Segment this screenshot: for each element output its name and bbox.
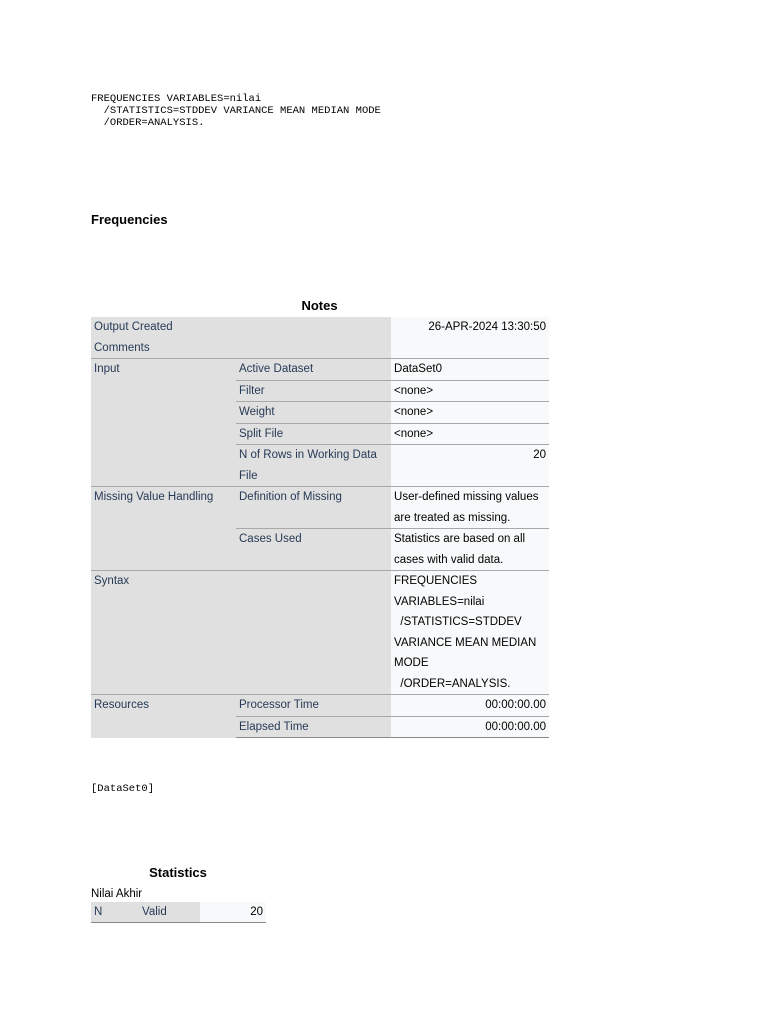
notes-table xyxy=(91,317,549,738)
split-file-value: <none> xyxy=(391,423,549,445)
notes-row-processor-time xyxy=(91,695,549,717)
filter-label: Filter xyxy=(236,380,391,402)
statistics-valid-label: Valid xyxy=(139,902,200,923)
comments-value xyxy=(391,338,549,359)
processor-time-value: 00:00:00.00 xyxy=(391,695,549,717)
notes-row-comments xyxy=(91,338,549,359)
syntax-block: FREQUENCIES VARIABLES=nilai /STATISTICS=STDDEV VARIANCE MEAN MEDIAN MODE /ORDER=ANALYSIS. xyxy=(91,93,381,129)
n-rows-value: 20 xyxy=(391,445,549,487)
weight-value: <none> xyxy=(391,402,549,424)
syntax-value: FREQUENCIES VARIABLES=nilai /STATISTICS=STDDEV VARIANCE MEAN MEDIAN MODE /ORDER=ANALYSIS. xyxy=(391,571,549,695)
comments-label: Comments xyxy=(91,338,391,359)
active-dataset-label: Active Dataset xyxy=(236,359,391,381)
statistics-valid-value: 20 xyxy=(200,902,266,923)
resources-label: Resources xyxy=(91,695,236,738)
notes-title: Notes xyxy=(301,298,338,313)
statistics-table xyxy=(91,902,266,923)
statistics-title: Statistics xyxy=(149,865,207,880)
notes-row-syntax xyxy=(91,571,549,695)
frequencies-heading: Frequencies xyxy=(91,212,168,227)
cases-used-label: Cases Used xyxy=(236,529,391,571)
statistics-variable: Nilai Akhir xyxy=(91,888,143,900)
missing-value-handling-label: Missing Value Handling xyxy=(91,487,236,571)
active-dataset-value: DataSet0 xyxy=(391,359,549,381)
notes-row-active-dataset xyxy=(91,359,549,381)
elapsed-time-label: Elapsed Time xyxy=(236,716,391,738)
definition-missing-value: User-defined missing values are treated as missing. xyxy=(391,487,549,529)
input-label: Input xyxy=(91,359,236,487)
syntax-label: Syntax xyxy=(91,571,391,695)
notes-row-definition-missing xyxy=(91,487,549,529)
statistics-row-n-valid xyxy=(91,902,266,923)
split-file-label: Split File xyxy=(236,423,391,445)
n-rows-label: N of Rows in Working Data File xyxy=(236,445,391,487)
elapsed-time-value: 00:00:00.00 xyxy=(391,716,549,738)
dataset-label: [DataSet0] xyxy=(91,783,155,795)
processor-time-label: Processor Time xyxy=(236,695,391,717)
output-created-value: 26-APR-2024 13:30:50 xyxy=(391,317,549,338)
cases-used-value: Statistics are based on all cases with valid data. xyxy=(391,529,549,571)
weight-label: Weight xyxy=(236,402,391,424)
definition-missing-label: Definition of Missing xyxy=(236,487,391,529)
output-created-label: Output Created xyxy=(91,317,391,338)
filter-value: <none> xyxy=(391,380,549,402)
notes-row-output-created xyxy=(91,317,549,338)
statistics-n-label: N xyxy=(91,902,139,923)
